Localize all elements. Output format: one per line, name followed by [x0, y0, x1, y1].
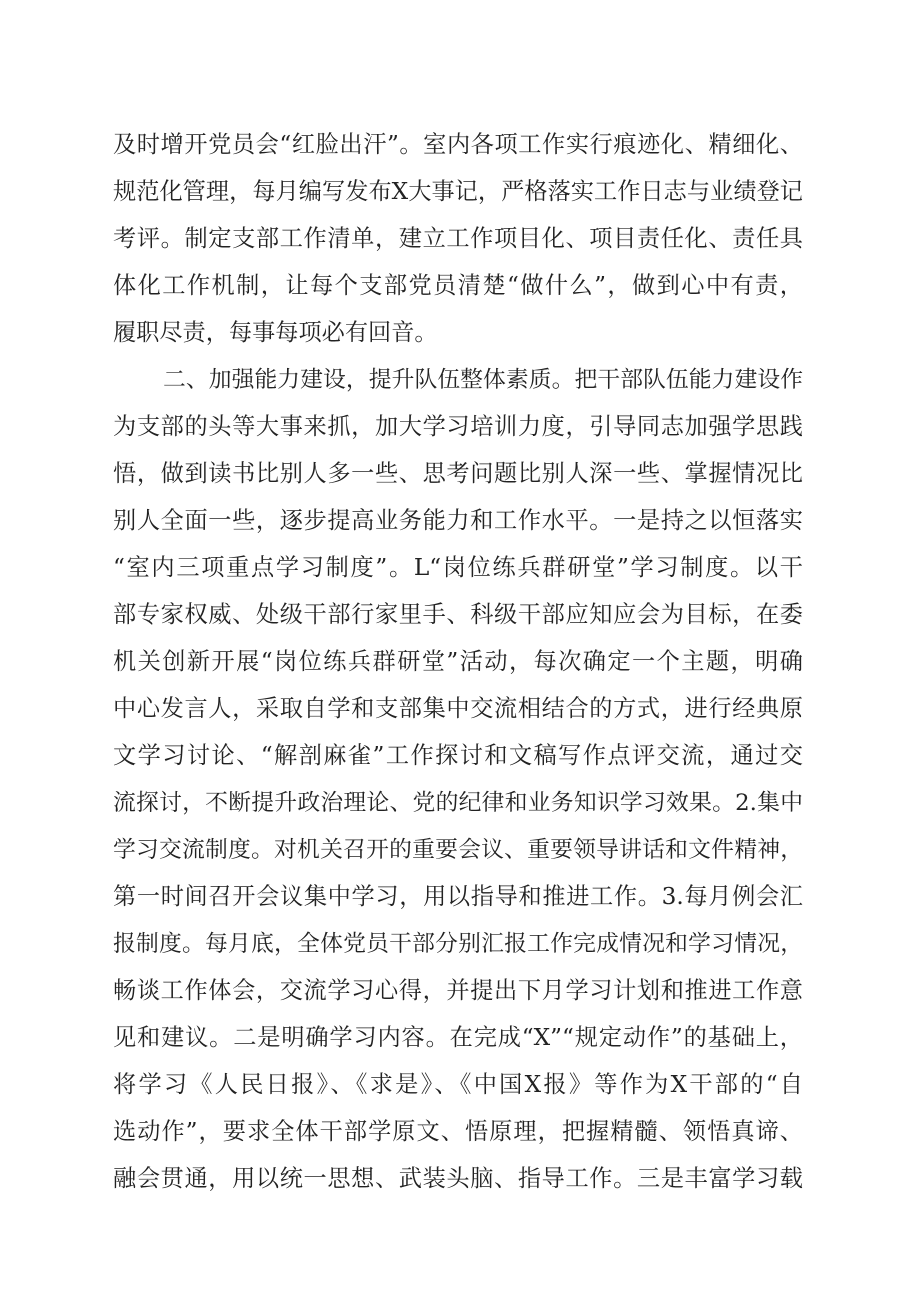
- text-line: 文学习讨论、“解剖麻雀”工作探讨和文稿写作点评交流，通过交: [113, 742, 803, 769]
- text-line: 融会贯通，用以统一思想、武装头脑、指导工作。三是丰富学习载: [113, 1165, 803, 1192]
- text-line: 将学习《人民日报》、《求是》、《中国X报》等作为X干部的“自: [113, 1071, 803, 1098]
- text-line: 部专家权威、处级干部行家里手、科级干部应知应会为目标，在委: [113, 601, 803, 628]
- text-line: 履职尽责，每事每项必有回音。: [113, 319, 438, 346]
- text-line: 畅谈工作体会，交流学习心得，并提出下月学习计划和推进工作意: [113, 977, 803, 1004]
- text-line: 规范化管理，每月编写发布X大事记，严格落实工作日志与业绩登记: [113, 178, 803, 205]
- text-line: 悟，做到读书比别人多一些、思考问题比别人深一些、掌握情况比: [113, 460, 803, 487]
- text-line: 及时增开党员会“红脸出汗”。室内各项工作实行痕迹化、精细化、: [113, 131, 803, 158]
- text-line: 考评。制定支部工作清单，建立工作项目化、项目责任化、责任具: [113, 225, 803, 252]
- text-line: 别人全面一些，逐步提高业务能力和工作水平。一是持之以恒落实: [113, 507, 803, 534]
- text-line: 流探讨，不断提升政治理论、党的纪律和业务知识学习效果。2.集中: [113, 790, 803, 816]
- text-line: 体化工作机制，让每个支部党员清楚“做什么”，做到心中有责，: [113, 272, 803, 299]
- text-line: 报制度。每月底，全体党员干部分别汇报工作完成情况和学习情况，: [113, 931, 803, 957]
- text-line: 见和建议。二是明确学习内容。在完成“X”“规定动作”的基础上，: [113, 1024, 803, 1051]
- text-line: 机关创新开展“岗位练兵群研堂”活动，每次确定一个主题，明确: [113, 648, 803, 675]
- section-heading-line: 二、加强能力建设，提升队伍整体素质。把干部队伍能力建设作: [163, 367, 803, 393]
- text-line: 学习交流制度。对机关召开的重要会议、重要领导讲话和文件精神，: [113, 837, 803, 863]
- text-line: 为支部的头等大事来抓，加大学习培训力度，引导同志加强学思践: [113, 413, 803, 440]
- text-line: 中心发言人，采取自学和支部集中交流相结合的方式，进行经典原: [113, 695, 803, 722]
- text-line: “室内三项重点学习制度”。L“岗位练兵群研堂”学习制度。以干: [113, 554, 803, 581]
- text-line: 第一时间召开会议集中学习，用以指导和推进工作。3.每月例会汇: [113, 883, 803, 910]
- text-line: 选动作”，要求全体干部学原文、悟原理，把握精髓、领悟真谛、: [113, 1118, 803, 1145]
